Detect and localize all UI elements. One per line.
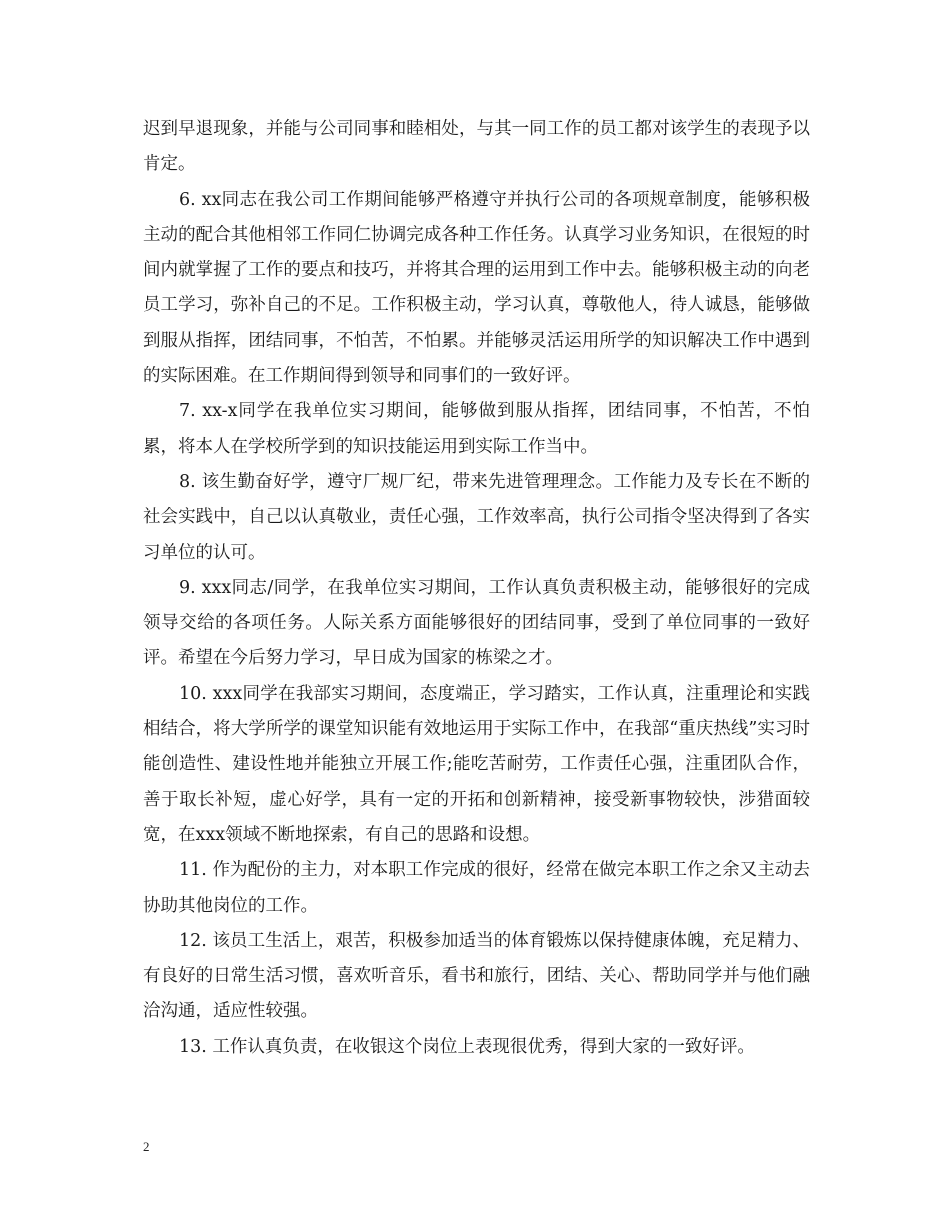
paragraph-item-13: 13. 工作认真负责，在收银这个岗位上表现很优秀，得到大家的一致好评。 bbox=[179, 1036, 755, 1057]
paragraph-continuation: 迟到早退现象，并能与公司同事和睦相处，与其一同工作的员工都对该学生的表现予以肯定。 bbox=[143, 119, 810, 175]
paragraph-item-9: 9. xxx同志/同学，在我单位实习期间，工作认真负责积极主动，能够很好的完成领导交给的各项任务。人际关系方面能够很好的团结同事，受到了单位同事的一致好评。希望在今后努力学习，早日成为国家的栋梁之才。 bbox=[143, 577, 810, 669]
paragraph-item-7: 7. xx-x同学在我单位实习期间，能够做到服从指挥，团结同事，不怕苦，不怕累，将本人在学校所学到的知识技能运用到实际工作当中。 bbox=[143, 401, 810, 457]
paragraph-item-8: 8. 该生勤奋好学，遵守厂规厂纪，带来先进管理理念。工作能力及专长在不断的社会实践中，自己以认真敬业，责任心强，工作效率高，执行公司指令坚决得到了各实习单位的认可。 bbox=[143, 471, 810, 563]
paragraph-item-10: 10. xxx同学在我部实习期间，态度端正，学习踏实，工作认真，注重理论和实践相结合，将大学所学的课堂知识能有效地运用于实际工作中，在我部“重庆热线”实习时能创造性、建设性地并能独立开展工作;能吃苦耐劳，工作责任心强，注重团队合作，善于取长补短，虚心好学，具有一定的开拓和创新精神，接受新事物较快，涉猎面较宽，在xxx领域不断地探索，有自己的思路和设想。 bbox=[143, 683, 810, 845]
paragraph-item-11: 11. 作为配份的主力，对本职工作完成的很好，经常在做完本职工作之余又主动去协助其他岗位的工作。 bbox=[143, 860, 810, 916]
page-number: 2 bbox=[143, 1139, 150, 1154]
paragraph-item-12: 12. 该员工生活上，艰苦，积极参加适当的体育锻炼以保持健康体魄，充足精力、有良好的日常生活习惯，喜欢听音乐，看书和旅行，团结、关心、帮助同学并与他们融洽沟通，适应性较强。 bbox=[143, 930, 810, 1022]
document-body bbox=[143, 112, 810, 1065]
paragraph-item-6: 6. xx同志在我公司工作期间能够严格遵守并执行公司的各项规章制度，能够积极主动的配合其他相邻工作同仁协调完成各种工作任务。认真学习业务知识，在很短的时间内就掌握了工作的要点和技巧，并将其合理的运用到工作中去。能够积极主动的向老员工学习，弥补自己的不足。工作积极主动，学习认真，尊敬他人，待人诚恳，能够做到服从指挥，团结同事，不怕苦，不怕累。并能够灵活运用所学的知识解决工作中遇到的实际困难。在工作期间得到领导和同事们的一致好评。 bbox=[143, 189, 810, 387]
